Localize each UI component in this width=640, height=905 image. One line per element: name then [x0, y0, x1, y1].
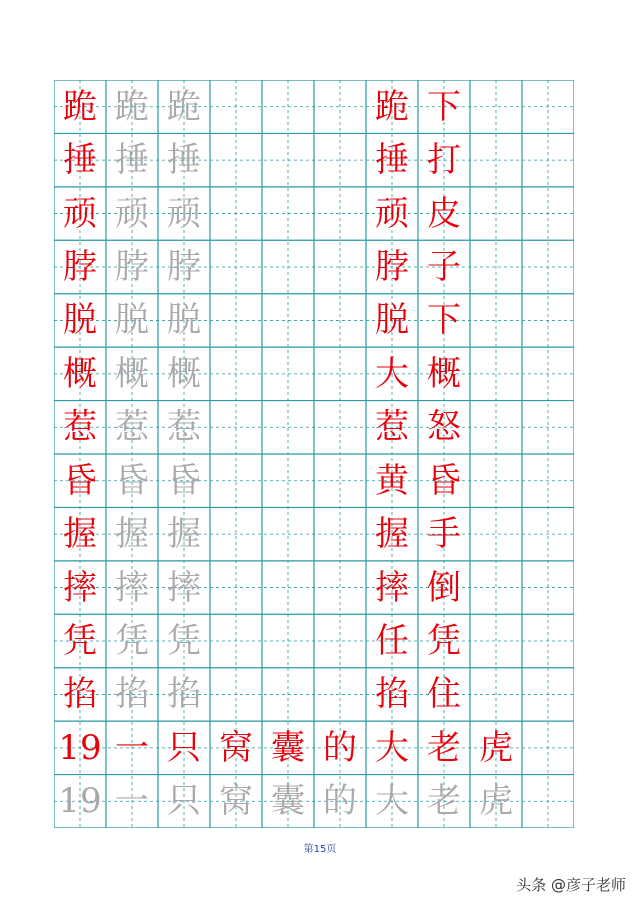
phrase-character: 跪: [375, 86, 409, 127]
trace-character: 跪: [115, 86, 149, 127]
trace-character: 捶: [167, 140, 201, 181]
lesson-title-trace: 只: [167, 781, 201, 822]
lesson-title-trace: 窝: [219, 781, 253, 822]
trace-character: 惹: [167, 407, 201, 448]
lesson-title-trace: 大: [375, 781, 409, 822]
lesson-title-character: 窝: [219, 727, 253, 768]
phrase-character: 下: [427, 86, 461, 127]
trace-character: 昏: [115, 460, 149, 501]
lesson-title-trace: 囊: [271, 781, 305, 822]
phrase-character: 摔: [375, 567, 409, 608]
tianzige-grid: [54, 80, 574, 828]
trace-character: 概: [167, 353, 201, 394]
phrase-character: 惹: [375, 407, 409, 448]
phrase-character: 打: [427, 140, 461, 181]
model-character: 脖: [63, 246, 97, 287]
model-character: 掐: [63, 674, 97, 715]
trace-character: 概: [115, 353, 149, 394]
trace-character: 顽: [167, 193, 201, 234]
trace-character: 脱: [115, 300, 149, 341]
model-character: 昏: [63, 460, 97, 501]
lesson-title-character: 囊: [271, 727, 305, 768]
trace-character: 脖: [115, 246, 149, 287]
trace-character: 握: [167, 514, 201, 555]
phrase-character: 握: [375, 514, 409, 555]
lesson-title-trace: 一: [115, 781, 149, 822]
lesson-title-character: 虎: [479, 727, 513, 768]
phrase-character: 脱: [375, 300, 409, 341]
trace-character: 顽: [115, 193, 149, 234]
phrase-character: 手: [427, 514, 461, 555]
trace-character: 凭: [167, 620, 201, 661]
phrase-character: 昏: [427, 460, 461, 501]
trace-character: 惹: [115, 407, 149, 448]
model-character: 跪: [63, 86, 97, 127]
phrase-character: 任: [375, 620, 409, 661]
page-number: 第15页: [303, 844, 337, 855]
trace-character: 脖: [167, 246, 201, 287]
phrase-character: 住: [427, 674, 461, 715]
lesson-title-trace: 老: [427, 781, 461, 822]
phrase-character: 倒: [427, 567, 461, 608]
phrase-character: 皮: [427, 193, 461, 234]
trace-character: 跪: [167, 86, 201, 127]
model-character: 凭: [63, 620, 97, 661]
trace-character: 脱: [167, 300, 201, 341]
trace-character: 掐: [167, 674, 201, 715]
lesson-title-trace: 虎: [479, 781, 513, 822]
phrase-character: 脖: [375, 246, 409, 287]
lesson-title-character: 一: [115, 727, 149, 768]
phrase-character: 子: [427, 246, 461, 287]
lesson-title-character: 的: [323, 727, 357, 768]
phrase-character: 概: [427, 353, 461, 394]
lesson-title-character: 大: [375, 727, 409, 768]
phrase-character: 黄: [375, 460, 409, 501]
trace-character: 凭: [115, 620, 149, 661]
lesson-title-character: 老: [427, 727, 461, 768]
trace-character: 摔: [115, 567, 149, 608]
trace-character: 握: [115, 514, 149, 555]
lesson-title-character: 只: [167, 727, 201, 768]
model-character: 惹: [63, 407, 97, 448]
trace-character: 摔: [167, 567, 201, 608]
phrase-character: 掐: [375, 674, 409, 715]
lesson-title-trace: 的: [323, 781, 357, 822]
trace-character: 昏: [167, 460, 201, 501]
phrase-character: 捶: [375, 140, 409, 181]
phrase-character: 下: [427, 300, 461, 341]
trace-character: 掐: [115, 674, 149, 715]
lesson-title-character: 19: [58, 727, 102, 768]
model-character: 摔: [63, 567, 97, 608]
model-character: 概: [63, 353, 97, 394]
phrase-character: 怒: [427, 407, 461, 448]
phrase-character: 大: [375, 353, 409, 394]
model-character: 顽: [63, 193, 97, 234]
model-character: 捶: [63, 140, 97, 181]
phrase-character: 顽: [375, 193, 409, 234]
author-watermark: 头条 @彦子老师: [516, 876, 626, 894]
phrase-character: 凭: [427, 620, 461, 661]
model-character: 握: [63, 514, 97, 555]
lesson-title-trace: 19: [58, 781, 102, 822]
trace-character: 捶: [115, 140, 149, 181]
model-character: 脱: [63, 300, 97, 341]
